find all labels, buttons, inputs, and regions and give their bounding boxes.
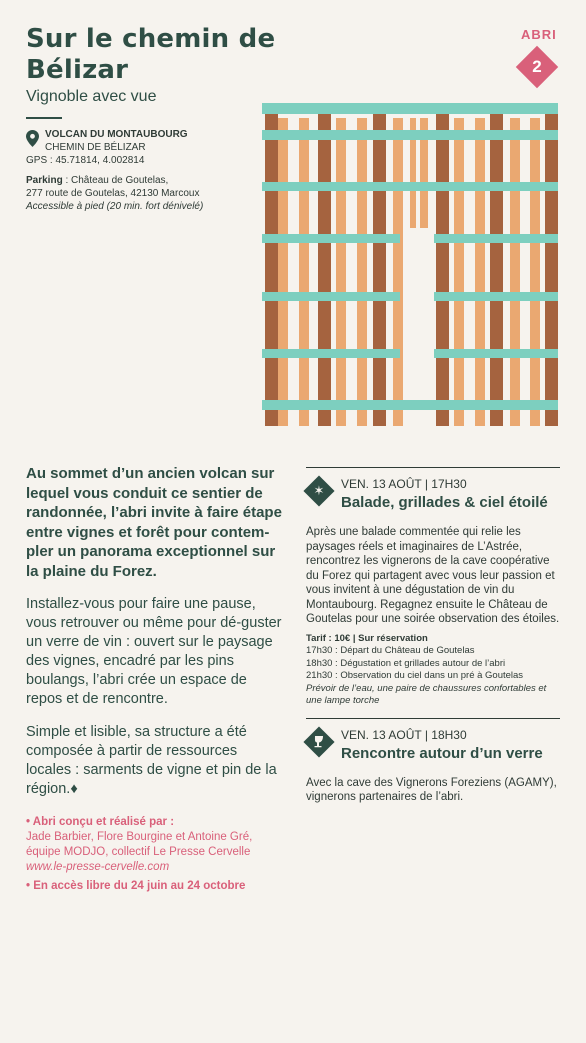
- abri-label: ABRI: [521, 27, 557, 42]
- event-details: [306, 633, 560, 708]
- body-paragraph-1: Installez-vous pour faire une pause, vous retrouver ou même pour dé-guster un verre de vin : ouvert sur le paysage des vignes, encadré par les pins boulangs, l’abri crée un espace de repos et de rencontre.: [26, 596, 282, 707]
- body-paragraph-2: Simple et lisible, sa structure a été composée à partir de ressources locales : sarments de vigne et pin de la région.♦: [26, 724, 277, 797]
- schedule-item: 21h30 : Observation du ciel dans un pré à Goutelas: [306, 670, 524, 681]
- location-gps: GPS : 45.71814, 4.002814: [26, 155, 145, 166]
- event-note: Prévoir de l’eau, une paire de chaussures confortables et une lampe torche: [306, 682, 547, 706]
- description-column: [26, 464, 284, 894]
- map-pin-icon: [26, 130, 39, 147]
- schedule-item: 18h30 : Dégustation et grillades autour de l’abri: [306, 657, 506, 669]
- parking-access: Accessible à pied (20 min. fort dénivelé): [26, 201, 204, 212]
- event-description: Avec la cave des Vignerons Foreziens (AGAMY), vignerons partenaires de l’abri.: [306, 776, 557, 803]
- event-description: Après une balade commentée qui relie les paysages réels et imaginaires de L’Astrée, rencontrez les vignerons de la cave coopérative du Forez qui partagent avec vous leur passion et vous invitent à une dégustation de vin du Montaubourg. Regagnez ensuite le Château de Goutelas pour une soirée observation des étoiles.: [306, 526, 560, 625]
- credits-authors: Jade Barbier, Flore Bourgine et Antoine Gré, équipe MODJO, collectif Le Presse Cervelle: [26, 831, 253, 858]
- location-path: CHEMIN DE BÉLIZAR: [45, 142, 146, 153]
- event-date: VEN. 13 AOÛT | 18H30: [341, 727, 467, 742]
- parking-block: [26, 174, 246, 213]
- events-column: [306, 467, 560, 805]
- event-item-wine: [306, 719, 560, 805]
- credits-url[interactable]: www.le-presse-cervelle.com: [26, 861, 170, 873]
- event-title: Rencontre autour d’un verre: [341, 744, 543, 762]
- event-tarif: Tarif : 10€ | Sur réservation: [306, 632, 428, 644]
- star-icon-glyph: ✶: [313, 483, 325, 498]
- location-block: [26, 128, 226, 167]
- page-title: Sur le chemin de Bélizar: [26, 24, 276, 85]
- parking-address: 277 route de Goutelas, 42130 Marcoux: [26, 188, 200, 199]
- credits-block: [26, 815, 284, 894]
- event-title: Balade, grillades & ciel étoilé: [341, 494, 548, 511]
- opening-dates: • En accès libre du 24 juin au 24 octobre: [26, 880, 246, 892]
- wine-glass-icon-glyph: [308, 731, 330, 753]
- parking-place: : Château de Goutelas,: [62, 175, 169, 186]
- schedule-item: 17h30 : Départ du Château de Goutelas: [306, 645, 475, 656]
- parking-label: Parking: [26, 175, 63, 186]
- event-item-stargazing: [306, 468, 560, 708]
- abri-number: 2: [532, 57, 542, 76]
- title-divider: [26, 117, 62, 119]
- location-place: VOLCAN DU MONTAUBOURG: [45, 129, 188, 140]
- lead-paragraph: Au sommet d’un ancien volcan sur lequel vous conduit ce sentier de randonnée, l’abri invite à faire étape entre vignes et forêt pour contem-pler un panorama exceptionnel sur la plaine du Forez.: [26, 465, 282, 580]
- wine-glass-icon-svg: [308, 731, 330, 753]
- credits-header: • Abri conçu et réalisé par :: [26, 816, 175, 828]
- page-subtitle: Vignoble avec vue: [26, 88, 157, 105]
- shelter-illustration: [262, 100, 562, 430]
- event-date: VEN. 13 AOÛT | 17H30: [341, 477, 467, 491]
